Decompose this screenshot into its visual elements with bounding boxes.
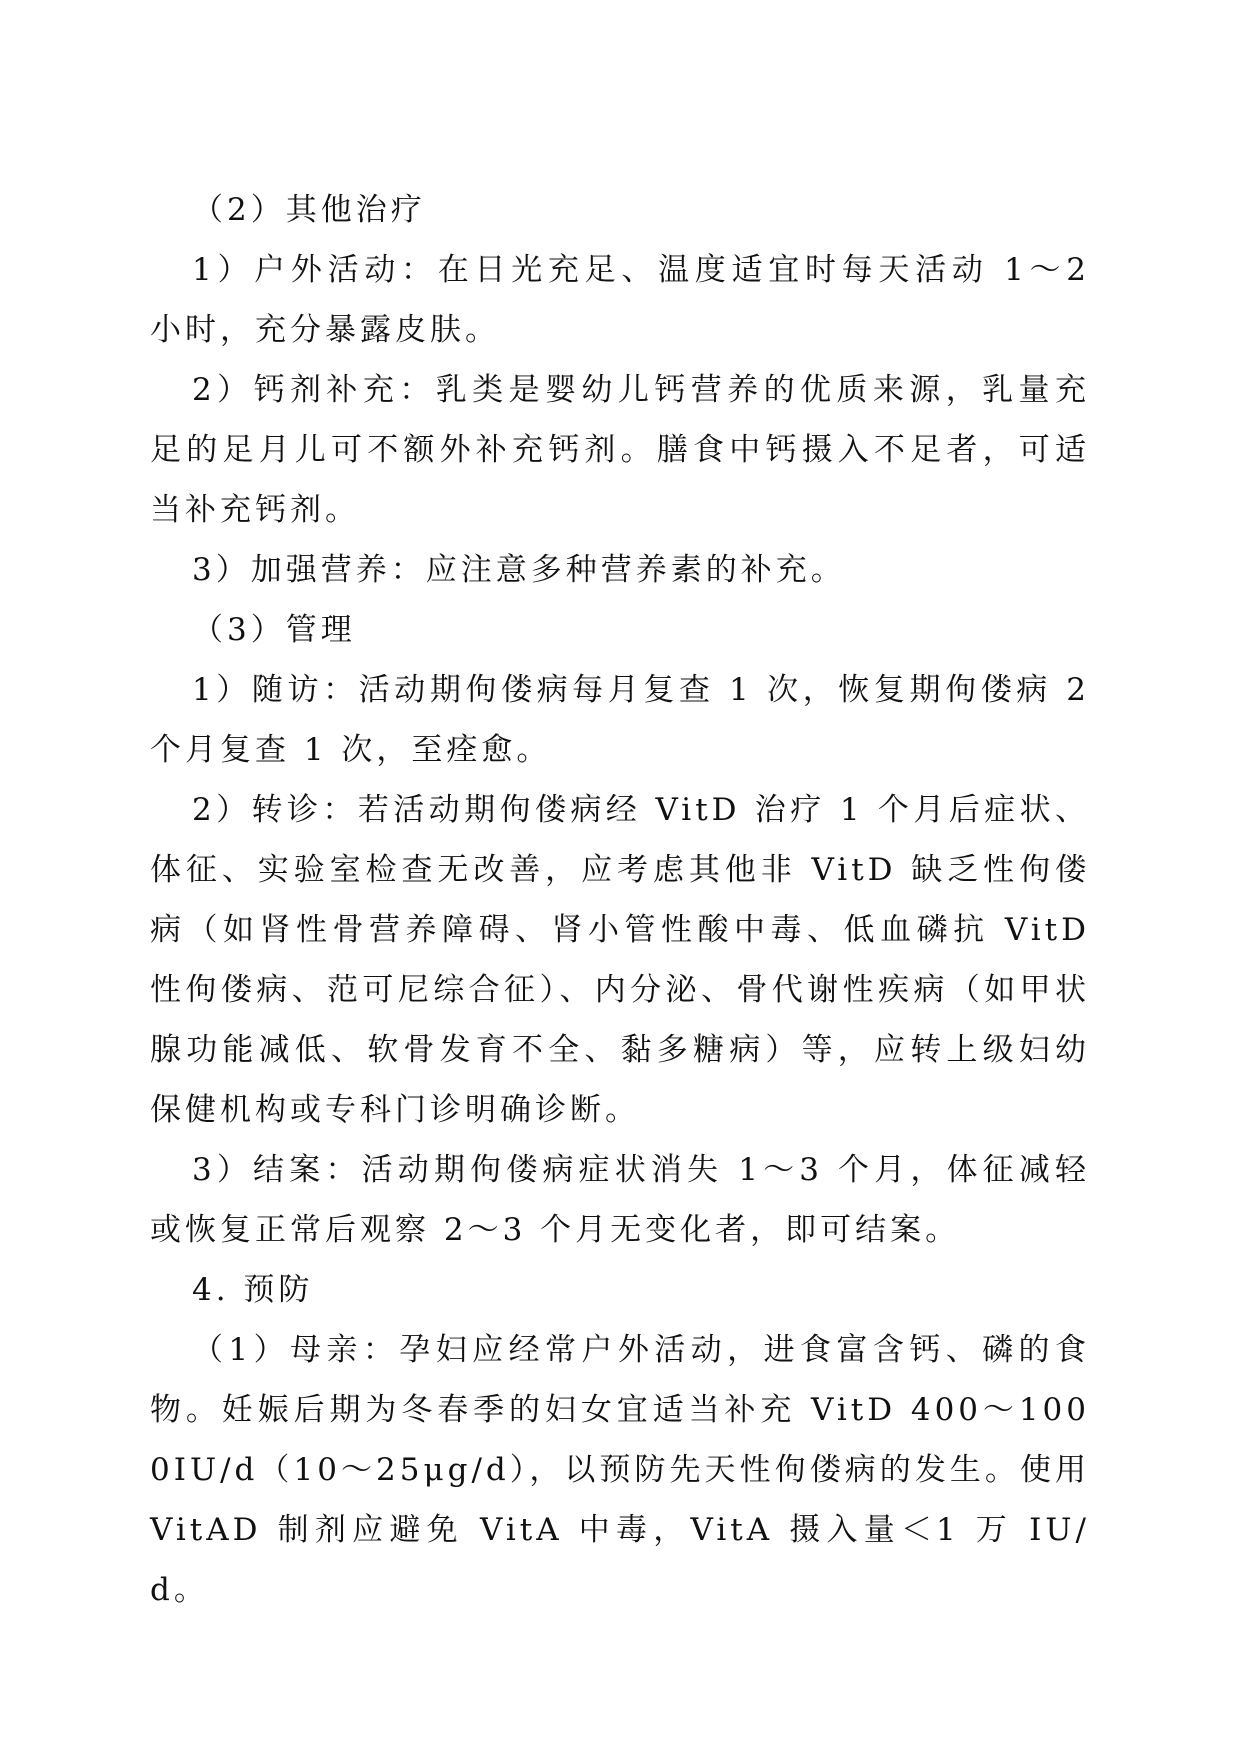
- paragraph-case-closure: 3）结案：活动期佝偻病症状消失 1～3 个月，体征减轻或恢复正常后观察 2～3 个月无变化者，即可结案。: [150, 1152, 1090, 1248]
- paragraph-referral: 2）转诊：若活动期佝偻病经 VitD 治疗 1 个月后症状、体征、实验室检查无改善，应考虑其他非 VitD 缺乏性佝偻病（如肾性骨营养障碍、肾小管性酸中毒、低血磷抗 VitD 性佝偻病、范可尼综合征）、内分泌、骨代谢性疾病（如甲状腺功能减低、软骨发育不全、黏多糖病）等，应转上级妇幼保健机构或专科门诊明确诊断。: [150, 792, 1090, 1128]
- section-heading-prevention: 4. 预防: [192, 1272, 314, 1308]
- paragraph-follow-up: 1）随访：活动期佝偻病每月复查 1 次，恢复期佝偻病 2 个月复查 1 次，至痊愈。: [150, 672, 1090, 768]
- section-heading-other-treatment: （2）其他治疗: [192, 192, 426, 228]
- paragraph-mother: （1）母亲：孕妇应经常户外活动，进食富含钙、磷的食物。妊娠后期为冬春季的妇女宜适当补充 VitD 400～1000IU/d（10～25μg/d），以预防先天性佝偻病的发生。使用 VitAD 制剂应避免 VitA 中毒，VitA 摄入量＜1 万 IU/d。: [150, 1332, 1090, 1608]
- paragraph-outdoor-activity: 1）户外活动：在日光充足、温度适宜时每天活动 1～2 小时，充分暴露皮肤。: [150, 252, 1090, 348]
- paragraph-calcium-supplement: 2）钙剂补充：乳类是婴幼儿钙营养的优质来源，乳量充足的足月儿可不额外补充钙剂。膳食中钙摄入不足者，可适当补充钙剂。: [150, 372, 1090, 528]
- section-heading-management: （3）管理: [192, 612, 356, 648]
- paragraph-nutrition: 3）加强营养：应注意多种营养素的补充。: [192, 552, 846, 588]
- document-body: [150, 180, 1090, 1620]
